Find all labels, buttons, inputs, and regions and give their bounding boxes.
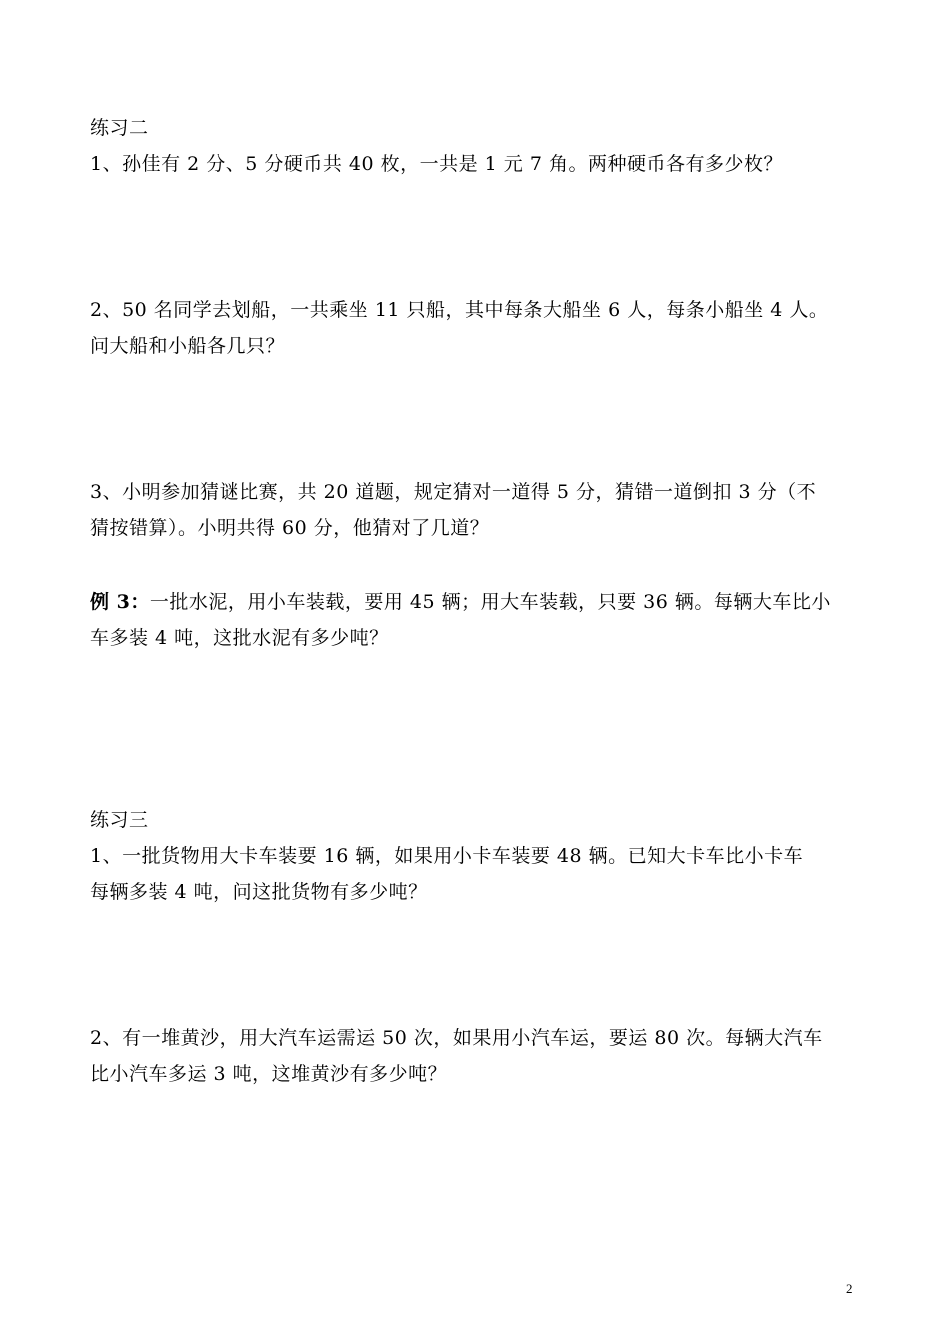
- exercise-3-question-1: [90, 838, 865, 910]
- question-line-1: 2、50 名同学去划船，一共乘坐 11 只船，其中每条大船坐 6 人，每条小船坐 4 人。: [90, 299, 829, 321]
- question-line-2: 猜按错算）。小明共得 60 分，他猜对了几道？: [90, 517, 490, 539]
- example-line-1-text: 一批水泥，用小车装载，要用 45 辆；用大车装载，只要 36 辆。每辆大车比小: [149, 591, 831, 613]
- section-heading-text: 练习三: [90, 809, 149, 831]
- example-line-1: [90, 584, 865, 620]
- exercise-2-question-2: [90, 292, 865, 364]
- section-heading-text: 练习二: [90, 117, 149, 139]
- exercise-2-question-3: [90, 474, 865, 546]
- section-heading-practice-3: [90, 802, 865, 838]
- exercise-2-question-1: [90, 146, 865, 182]
- question-text: 1、孙佳有 2 分、5 分硬币共 40 枚，一共是 1 元 7 角。两种硬币各有多少枚？: [90, 153, 783, 175]
- example-3: [90, 584, 865, 656]
- question-line-2: 每辆多装 4 吨，问这批货物有多少吨？: [90, 881, 428, 903]
- question-line-1: 3、小明参加猜谜比赛，共 20 道题，规定猜对一道得 5 分，猜错一道倒扣 3 分（不: [90, 481, 817, 503]
- question-line-2: 比小汽车多运 3 吨，这堆黄沙有多少吨？: [90, 1063, 448, 1085]
- exercise-3-question-2: [90, 1020, 865, 1092]
- example-label: 例 3：: [90, 591, 150, 613]
- question-line-1: 1、一批货物用大卡车装要 16 辆，如果用小卡车装要 48 辆。已知大卡车比小卡车: [90, 845, 804, 867]
- section-heading-practice-2: [90, 110, 865, 146]
- example-line-2: 车多装 4 吨，这批水泥有多少吨？: [90, 627, 389, 649]
- question-line-1: 2、有一堆黄沙，用大汽车运需运 50 次，如果用小汽车运，要运 80 次。每辆大汽车: [90, 1027, 823, 1049]
- page-number: 2: [846, 1281, 853, 1296]
- question-line-2: 问大船和小船各几只？: [90, 335, 286, 357]
